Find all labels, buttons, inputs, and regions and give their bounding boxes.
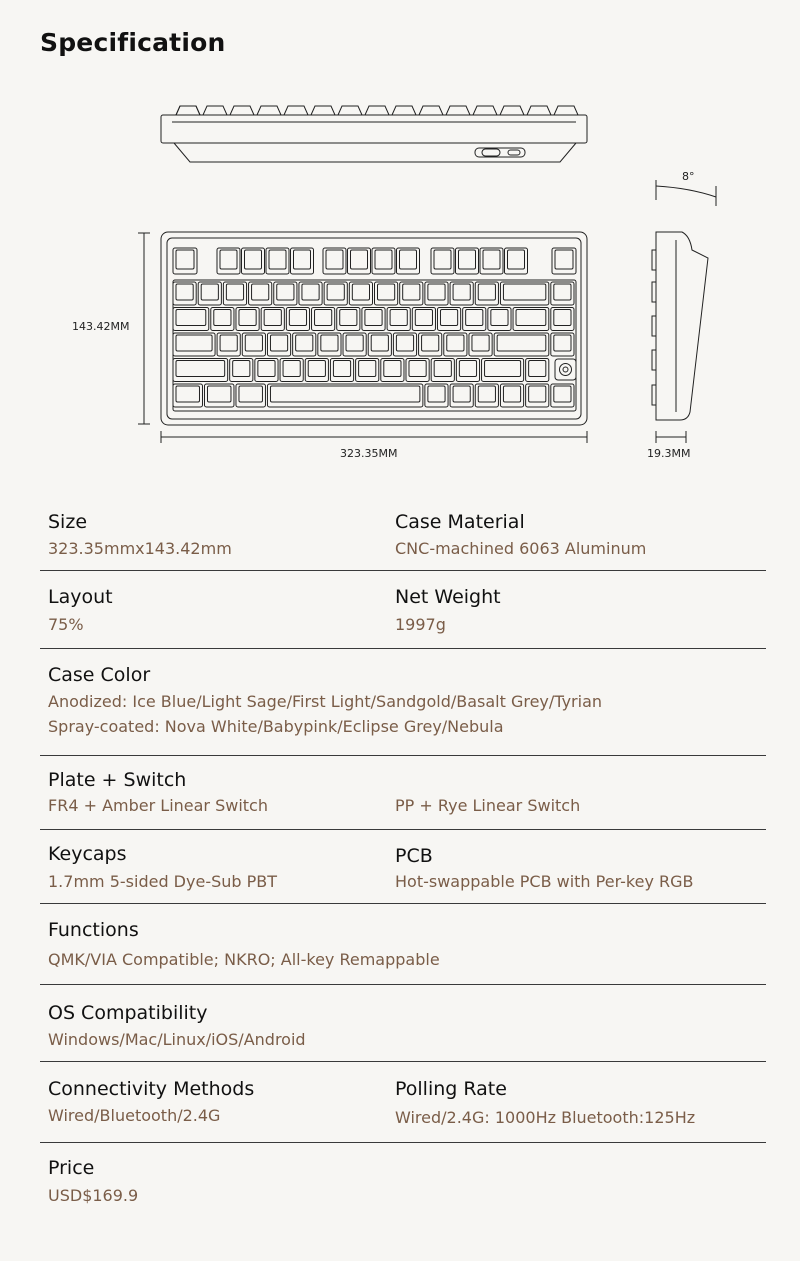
angle-label: 8° — [682, 170, 695, 183]
angle-arc — [656, 186, 716, 197]
plate-switch-label: Plate + Switch — [48, 769, 187, 791]
divider — [40, 984, 766, 985]
key — [494, 333, 549, 356]
key — [173, 333, 215, 356]
front-keycap — [500, 106, 524, 115]
case-color-spray: Spray-coated: Nova White/Babypink/Eclipse Grey/Nebula — [48, 717, 504, 736]
front-keycap — [311, 106, 335, 115]
height-label: 143.42MM — [72, 320, 130, 333]
front-keycap — [473, 106, 497, 115]
front-keycap — [257, 106, 281, 115]
front-keycap — [230, 106, 254, 115]
key — [173, 248, 197, 274]
divider — [40, 903, 766, 904]
front-keycap — [419, 106, 443, 115]
case-color-anodized: Anodized: Ice Blue/Light Sage/First Light/Sandgold/Basalt Grey/Tyrian — [48, 692, 603, 711]
pcb-label: PCB — [395, 845, 433, 867]
divider — [40, 755, 766, 756]
knob-icon — [560, 364, 572, 376]
net-weight-value: 1997g — [395, 615, 446, 634]
key — [236, 384, 265, 407]
size-label: Size — [48, 511, 88, 533]
front-keycap — [392, 106, 416, 115]
front-keycap — [446, 106, 470, 115]
key — [513, 308, 549, 331]
front-keycap — [554, 106, 578, 115]
key — [500, 282, 548, 305]
key — [552, 248, 576, 274]
key — [204, 384, 233, 407]
plate-switch-value-1: FR4 + Amber Linear Switch — [48, 796, 268, 815]
case-material-value: CNC-machined 6063 Aluminum — [395, 539, 647, 558]
width-label: 323.35MM — [340, 447, 398, 460]
front-keycap — [338, 106, 362, 115]
page-title: Specification — [40, 28, 226, 57]
key — [173, 359, 228, 382]
front-keycap — [365, 106, 389, 115]
key — [482, 359, 524, 382]
divider — [40, 1061, 766, 1062]
plate-switch-value-2: PP + Rye Linear Switch — [395, 796, 581, 815]
os-value: Windows/Mac/Linux/iOS/Android — [48, 1030, 306, 1049]
key — [173, 384, 202, 407]
keycaps-label: Keycaps — [48, 843, 127, 865]
keycaps-value: 1.7mm 5-sided Dye-Sub PBT — [48, 872, 278, 891]
key — [173, 308, 209, 331]
polling-rate-label: Polling Rate — [395, 1078, 507, 1100]
front-keycap — [203, 106, 227, 115]
price-value: USD$169.9 — [48, 1186, 139, 1205]
front-view-drawing — [161, 106, 587, 162]
polling-rate-value: Wired/2.4G: 1000Hz Bluetooth:125Hz — [395, 1108, 696, 1127]
layout-value: 75% — [48, 615, 84, 634]
connectivity-value: Wired/Bluetooth/2.4G — [48, 1106, 221, 1125]
layout-label: Layout — [48, 586, 113, 608]
os-label: OS Compatibility — [48, 1002, 208, 1024]
thickness-label: 19.3MM — [647, 447, 691, 460]
divider — [40, 1142, 766, 1143]
knob-outline — [555, 359, 576, 380]
front-keycap — [284, 106, 308, 115]
divider — [40, 570, 766, 571]
case-color-label: Case Color — [48, 664, 151, 686]
top-view-drawing — [161, 232, 587, 425]
front-keycap — [176, 106, 200, 115]
connectivity-label: Connectivity Methods — [48, 1078, 255, 1100]
functions-label: Functions — [48, 919, 139, 941]
key — [267, 384, 422, 407]
divider — [40, 648, 766, 649]
functions-value: QMK/VIA Compatible; NKRO; All-key Remappable — [48, 950, 440, 969]
divider — [40, 829, 766, 830]
price-label: Price — [48, 1157, 95, 1179]
keyboard-technical-drawing — [0, 0, 800, 480]
front-keycap — [527, 106, 551, 115]
case-material-label: Case Material — [395, 511, 525, 533]
side-view-drawing — [652, 232, 708, 420]
pcb-value: Hot-swappable PCB with Per-key RGB — [395, 872, 694, 891]
net-weight-label: Net Weight — [395, 586, 501, 608]
size-value: 323.35mmx143.42mm — [48, 539, 232, 558]
